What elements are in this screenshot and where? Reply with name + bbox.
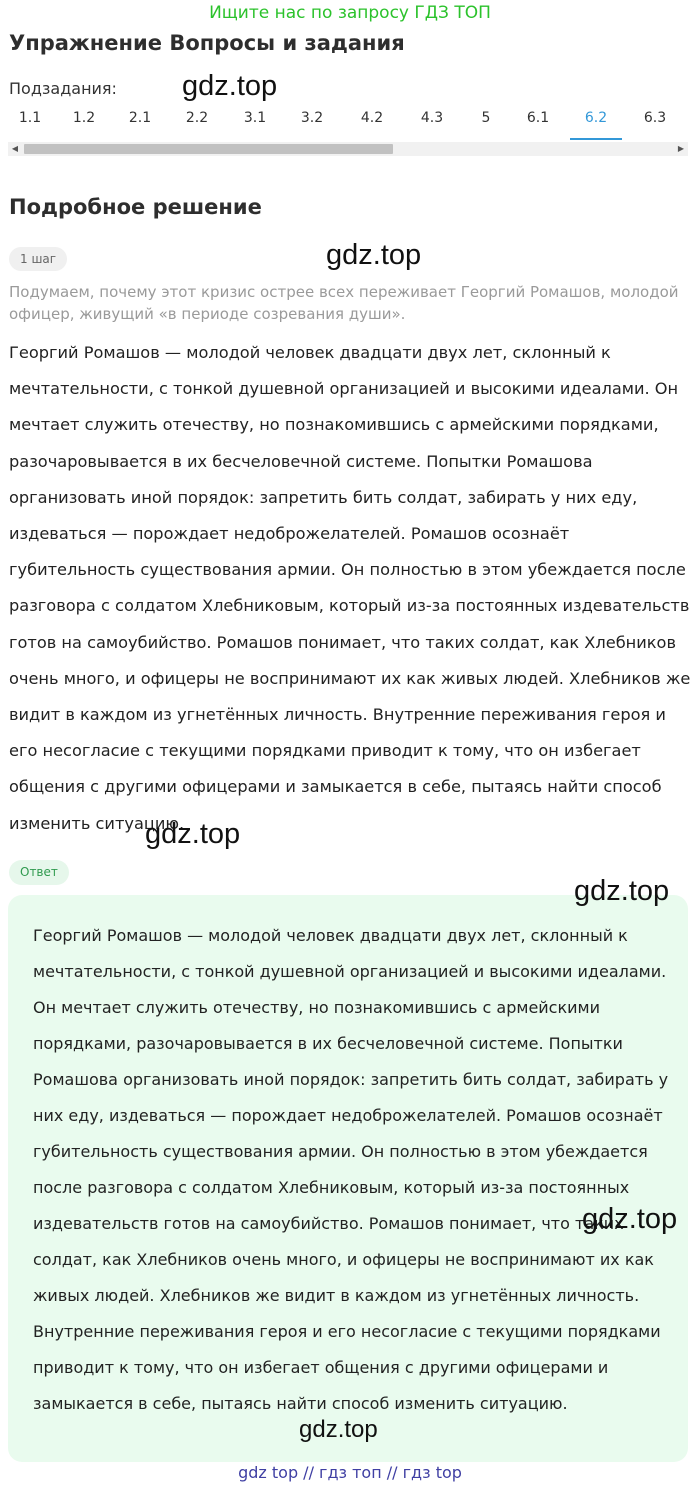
answer-text: Георгий Ромашов — молодой человек двадцати двух лет, склонный к мечтательности, с тонкой душевной организацией и высокими идеалами. Он мечтает служить отечеству, но познакомившись с армейскими порядками, разочаровывается в их бесчеловечной системе. Попытки Ромашова организовать иной порядок: запретить бить солдат, забирать у них еду, издеваться — порождает недоброжелателей. Ромашов осознаёт губительность существования армии. Он полностью в этом убеждается после разговора с солдатом Хлебниковым, который из-за постоянных издевательств готов на самоубийство. Ромашов понимает, что таких солдат, как Хлебников очень много, и офицеры не воспринимают их как живых людей. Хлебников же видит в каждом из угнетённых личность. Внутренние переживания героя и его несогласие с текущими порядками приводит к тому, что он избегает общения с другими офицерами и замыкается в себе, пытаясь найти способ изменить ситуацию.	[33, 926, 669, 1413]
step-badge: 1 шаг	[9, 247, 67, 271]
subtask-tab[interactable]: 2.2	[185, 110, 209, 126]
horizontal-scrollbar[interactable]	[8, 142, 688, 156]
search-banner: Ищите нас по запросу ГДЗ ТОП	[209, 3, 491, 23]
footer-links: gdz top // гдз топ // гдз top	[238, 1463, 462, 1482]
exercise-title: Упражнение Вопросы и задания	[9, 31, 405, 55]
answer-badge: Ответ	[9, 860, 69, 885]
solution-text: Георгий Ромашов — молодой человек двадцати двух лет, склонный к мечтательности, с тонкой душевной организацией и высокими идеалами. Он мечтает служить отечеству, но познакомившись с армейскими порядками, разочаровывается в их бесчеловечной системе. Попытки Ромашова организовать иной порядок: запретить бить солдат, забирать у них еду, издеваться — порождает недоброжелателей. Ромашов осознаёт губительность существования армии. Он полностью в этом убеждается после разговора с солдатом Хлебниковым, который из-за постоянных издевательств готов на самоубийство. Ромашов понимает, что таких солдат, как Хлебников очень много, и офицеры не воспринимают их как живых людей. Хлебников же видит в каждом из угнетённых личность. Внутренние переживания героя и его несогласие с текущими порядками приводит к тому, что он избегает общения с другими офицерами и замыкается в себе, пытаясь найти способ изменить ситуацию.	[9, 343, 691, 833]
watermark: gdz.top	[574, 875, 670, 907]
watermark: gdz.top	[182, 70, 278, 102]
subtask-tab[interactable]: 5	[481, 110, 491, 126]
scroll-thumb[interactable]	[24, 144, 393, 154]
subtask-tab[interactable]: 6.1	[526, 110, 550, 126]
watermark: gdz.top	[326, 239, 422, 271]
subtask-tabs	[0, 110, 700, 138]
watermark: gdz.top	[299, 1416, 378, 1443]
subtask-tab[interactable]: 6.3	[643, 110, 667, 126]
answer-box	[8, 895, 688, 1462]
scroll-left-icon[interactable]: ◀	[11, 144, 19, 153]
scroll-right-icon[interactable]: ▶	[677, 144, 685, 153]
subtask-tab[interactable]: 4.3	[420, 110, 444, 126]
solution-hint: Подумаем, почему этот кризис острее всех переживает Георгий Ромашов, молодой офицер, живущий «в периоде созревания души».	[9, 283, 679, 323]
watermark: gdz.top	[145, 818, 241, 850]
subtask-tab[interactable]: 2.1	[128, 110, 152, 126]
subtask-tab[interactable]: 3.2	[300, 110, 324, 126]
subtask-tab[interactable]: 1.1	[18, 110, 42, 126]
watermark: gdz.top	[582, 1203, 678, 1235]
subtasks-label: Подзадания:	[9, 79, 117, 98]
subtask-tab[interactable]: 6.2	[568, 110, 624, 126]
solution-title: Подробное решение	[9, 195, 262, 219]
subtask-tab[interactable]: 3.1	[243, 110, 267, 126]
subtask-tab[interactable]: 4.2	[360, 110, 384, 126]
subtask-tab[interactable]: 1.2	[72, 110, 96, 126]
